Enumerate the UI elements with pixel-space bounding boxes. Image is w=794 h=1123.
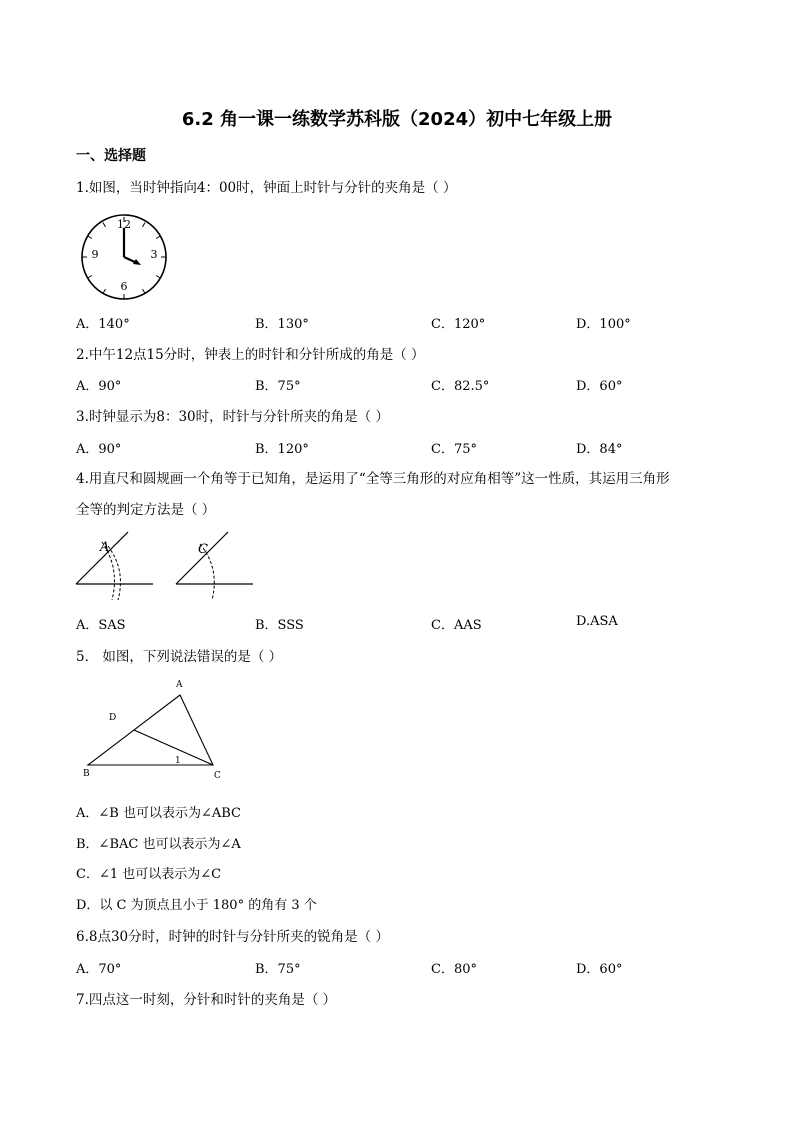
clock-label-6: 6 (120, 280, 128, 293)
page-title: 6.2 角一课一练数学苏科版（2024）初中七年级上册 (181, 109, 613, 130)
question-3-stem: 3.时钟显示为8：30时，时针与分针所夹的角是（ ） (76, 409, 389, 425)
q3-option-b: B．120° (255, 442, 309, 457)
q4-option-c: C．AAS (431, 618, 482, 633)
q6-option-c: C．80° (431, 962, 477, 977)
q6-option-a: A．70° (76, 962, 122, 977)
triangle-figure (80, 675, 230, 785)
q1-option-a: A．140° (76, 317, 130, 332)
fig4-label-a: A (100, 540, 110, 555)
q5-option-d: D．以 C 为顶点且小于 180° 的角有 3 个 (76, 898, 317, 913)
question-7-stem: 7.四点这一时刻，分针和时针的夹角是（ ） (76, 992, 337, 1008)
q1-option-b: B．130° (255, 317, 309, 332)
q5-option-b: B．∠BAC 也可以表示为∠A (76, 837, 241, 852)
question-5-stem: 5． 如图，下列说法错误的是（ ） (76, 649, 283, 665)
q4-option-a: A．SAS (76, 618, 126, 633)
q2-option-c: C．82.5° (431, 379, 490, 394)
q1-option-d: D．100° (576, 317, 631, 332)
q6-option-b: B．75° (255, 962, 301, 977)
q1-option-c: C．120° (431, 317, 486, 332)
fig4-label-c: C (198, 542, 208, 557)
q4-option-b: B．SSS (255, 618, 304, 633)
angle-construction-figure-left (74, 530, 156, 602)
q2-option-a: A．90° (76, 379, 122, 394)
clock-label-12: 12 (117, 218, 131, 231)
question-6-stem: 6.8点30分时，时钟的时针与分针所夹的锐角是（ ） (76, 929, 389, 945)
q2-option-b: B．75° (255, 379, 301, 394)
triangle-label-a: A (176, 680, 183, 690)
triangle-label-c: C (214, 771, 221, 781)
q3-option-c: C．75° (431, 442, 477, 457)
q2-option-d: D．60° (576, 379, 623, 394)
q6-option-d: D．60° (576, 962, 623, 977)
triangle-label-d: D (109, 713, 117, 723)
question-4-stem-line1: 4.用直尺和圆规画一个角等于已知角，是运用了“全等三角形的对应角相等”这一性质，其运用三角形 (76, 471, 670, 487)
q5-option-c: C．∠1 也可以表示为∠C (76, 867, 222, 882)
question-1-stem: 1.如图，当时钟指向4：00时，钟面上时针与分针的夹角是（ ） (76, 180, 457, 196)
question-4-stem-line2: 全等的判定方法是（ ） (76, 502, 216, 518)
triangle-label-b: B (83, 769, 90, 779)
question-2-stem: 2.中午12点15分时，钟表上的时针和分针所成的角是（ ） (76, 347, 425, 363)
clock-figure (80, 214, 170, 304)
q3-option-d: D．84° (576, 442, 623, 457)
angle-construction-figure-right (174, 530, 256, 602)
q3-option-a: A．90° (76, 442, 122, 457)
clock-label-3: 3 (150, 248, 158, 261)
q4-option-d: D.ASA (576, 614, 618, 629)
triangle-label-1: 1 (175, 756, 181, 766)
clock-label-9: 9 (91, 248, 99, 261)
q5-option-a: A．∠B 也可以表示为∠ABC (76, 806, 241, 821)
section-heading: 一、选择题 (76, 148, 146, 164)
